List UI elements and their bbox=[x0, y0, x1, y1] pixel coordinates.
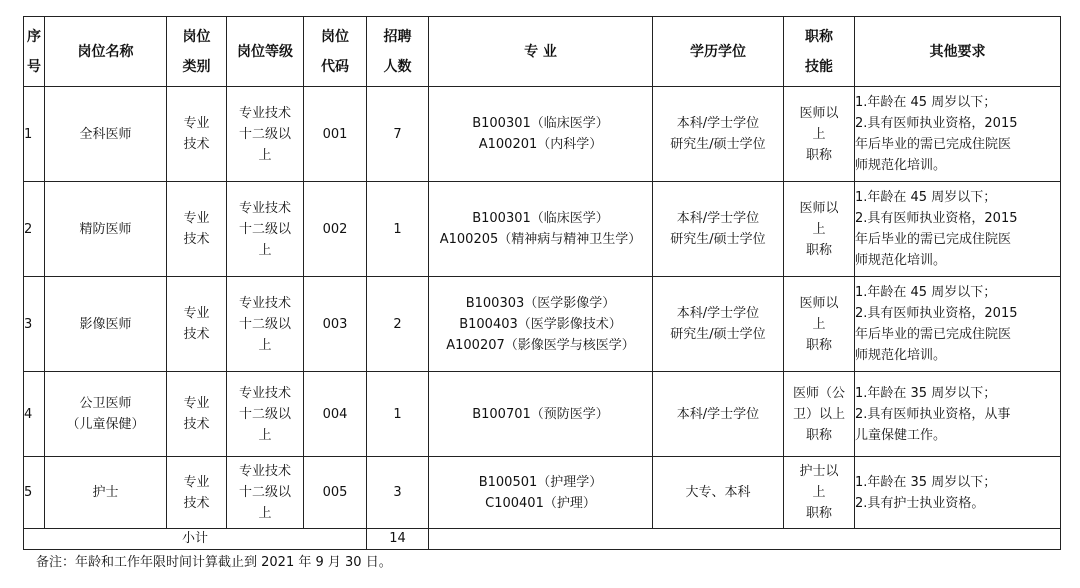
cell-level-line: 专业技术 bbox=[238, 105, 291, 121]
header-seq: 序 号 bbox=[24, 17, 45, 87]
cell-level-line: 专业技术 bbox=[238, 295, 291, 311]
cell-title bbox=[784, 457, 855, 529]
table-row bbox=[24, 277, 1061, 372]
cell-degree bbox=[653, 457, 784, 529]
cell-level bbox=[227, 372, 304, 457]
cell-degree-line: 本科/学士学位 bbox=[676, 406, 760, 422]
cell-category-line: 技术 bbox=[183, 327, 210, 342]
cell-category-line: 专业 bbox=[183, 116, 210, 131]
cell-title-line: 上 bbox=[812, 485, 826, 500]
cell-degree bbox=[653, 182, 784, 277]
cell-other-requirements bbox=[855, 277, 1061, 372]
cell-post-name bbox=[45, 372, 167, 457]
cell-level-line: 十二级以 bbox=[238, 221, 291, 237]
cell-other-requirements bbox=[855, 87, 1061, 182]
cell-post-name-line: 全科医师 bbox=[79, 126, 132, 142]
cell-other-requirements-line: 师规范化培训。 bbox=[855, 158, 947, 173]
cell-other-requirements-line: 年后毕业的需已完成住院医 bbox=[855, 232, 1012, 247]
header-post-name: 岗位名称 bbox=[45, 17, 167, 87]
cell-level bbox=[227, 457, 304, 529]
header-category: 岗位 类别 bbox=[167, 17, 227, 87]
cell-degree bbox=[653, 87, 784, 182]
cell-degree-line: 本科/学士学位 bbox=[676, 211, 760, 226]
cell-title-line: 职称 bbox=[805, 427, 832, 443]
cell-title-line: 职称 bbox=[805, 147, 832, 163]
cell-major bbox=[429, 182, 653, 277]
cell-other-requirements-line: 儿童保健工作。 bbox=[855, 427, 947, 443]
cell-title bbox=[784, 182, 855, 277]
cell-post-name-line: （儿童保健） bbox=[66, 417, 145, 432]
cell-category-line: 专业 bbox=[183, 306, 210, 321]
table-row bbox=[24, 87, 1061, 182]
cell-post-name bbox=[45, 87, 167, 182]
cell-title-line: 上 bbox=[812, 316, 826, 332]
cell-level bbox=[227, 182, 304, 277]
cell-category bbox=[167, 87, 227, 182]
cell-other-requirements-line: 2.具有医师执业资格，2015 bbox=[855, 306, 1018, 321]
header-row bbox=[24, 17, 1061, 87]
cell-major-line: B100403（医学影像技术） bbox=[459, 316, 622, 332]
cell-other-requirements-line: 年后毕业的需已完成住院医 bbox=[855, 327, 1012, 342]
cell-count: 3 bbox=[367, 457, 429, 529]
cell-major-line: B100301（临床医学） bbox=[472, 211, 609, 226]
cell-major-line: B100701（预防医学） bbox=[472, 406, 609, 422]
cell-title-line: 职称 bbox=[805, 506, 832, 521]
cell-other-requirements-line: 师规范化培训。 bbox=[855, 348, 947, 363]
cell-degree-line: 本科/学士学位 bbox=[676, 116, 760, 131]
cell-other-requirements-line: 1.年龄在 45 周岁以下； bbox=[855, 190, 997, 205]
cell-seq: 3 bbox=[24, 277, 45, 372]
cell-major bbox=[429, 87, 653, 182]
cell-title-line: 医师以 bbox=[799, 105, 839, 121]
cell-category-line: 技术 bbox=[183, 495, 210, 511]
cell-level-line: 上 bbox=[258, 337, 272, 353]
cell-post-name-line: 精防医师 bbox=[79, 221, 132, 237]
table-body bbox=[24, 87, 1061, 529]
cell-other-requirements-line: 1.年龄在 45 周岁以下； bbox=[855, 95, 997, 110]
cell-post-name-line: 影像医师 bbox=[79, 316, 132, 332]
cell-category-line: 技术 bbox=[183, 232, 210, 247]
cell-title-line: 医师以 bbox=[799, 200, 839, 216]
cell-category bbox=[167, 457, 227, 529]
cell-degree bbox=[653, 277, 784, 372]
cell-title-line: 上 bbox=[812, 221, 826, 237]
cell-title bbox=[784, 277, 855, 372]
cell-major-line: A100205（精神病与精神卫生学） bbox=[439, 232, 642, 247]
cell-category-line: 专业 bbox=[183, 211, 210, 226]
cell-title-line: 上 bbox=[812, 126, 826, 142]
cell-category-line: 技术 bbox=[183, 417, 210, 432]
cell-other-requirements bbox=[855, 457, 1061, 529]
cell-other-requirements-line: 2.具有医师执业资格，从事 bbox=[855, 406, 1011, 422]
cell-major-line: B100303（医学影像学） bbox=[465, 295, 616, 311]
cell-post-name-line: 护士 bbox=[92, 485, 119, 500]
cell-seq: 4 bbox=[24, 372, 45, 457]
cell-major bbox=[429, 457, 653, 529]
table-row bbox=[24, 457, 1061, 529]
cell-post-name bbox=[45, 277, 167, 372]
header-level: 岗位等级 bbox=[227, 17, 304, 87]
cell-major bbox=[429, 277, 653, 372]
cell-level bbox=[227, 277, 304, 372]
cell-title-line: 职称 bbox=[805, 337, 832, 353]
cell-title bbox=[784, 372, 855, 457]
cell-other-requirements-line: 年后毕业的需已完成住院医 bbox=[855, 137, 1012, 152]
cell-title-line: 护士以 bbox=[799, 464, 839, 479]
cell-title-line: 卫）以上 bbox=[792, 406, 845, 422]
cell-other-requirements-line: 1.年龄在 35 周岁以下； bbox=[855, 474, 997, 490]
subtotal-row bbox=[24, 529, 1061, 550]
cell-other-requirements-line: 2.具有医师执业资格，2015 bbox=[855, 116, 1018, 131]
header-other: 其他要求 bbox=[855, 17, 1061, 87]
cell-degree bbox=[653, 372, 784, 457]
cell-title bbox=[784, 87, 855, 182]
header-title: 职称 技能 bbox=[784, 17, 855, 87]
cell-major-line: C100401（护理） bbox=[485, 495, 596, 511]
cell-major-line: A100201（内科学） bbox=[478, 137, 603, 152]
cell-category bbox=[167, 182, 227, 277]
cell-post-name-line: 公卫医师 bbox=[79, 396, 132, 411]
cell-other-requirements bbox=[855, 372, 1061, 457]
cell-level-line: 十二级以 bbox=[238, 485, 291, 500]
cell-level-line: 专业技术 bbox=[238, 200, 291, 216]
cell-other-requirements bbox=[855, 182, 1061, 277]
cell-category-line: 专业 bbox=[183, 474, 210, 490]
cell-post-name bbox=[45, 182, 167, 277]
cell-code: 001 bbox=[304, 87, 367, 182]
cell-seq: 5 bbox=[24, 457, 45, 529]
cell-other-requirements-line: 1.年龄在 45 周岁以下； bbox=[855, 285, 997, 300]
recruitment-table bbox=[23, 16, 1061, 550]
cell-title-line: 医师以 bbox=[799, 295, 839, 311]
cell-level-line: 十二级以 bbox=[238, 126, 291, 142]
subtotal-blank bbox=[429, 529, 1061, 550]
cell-level-line: 专业技术 bbox=[238, 385, 291, 401]
cell-code: 003 bbox=[304, 277, 367, 372]
footnote: 备注：年龄和工作年限时间计算截止到 2021 年 9 月 30 日。 bbox=[36, 555, 392, 570]
cell-level-line: 上 bbox=[258, 147, 272, 163]
cell-level-line: 上 bbox=[258, 427, 272, 443]
cell-degree-line: 研究生/硕士学位 bbox=[670, 137, 766, 152]
cell-other-requirements-line: 2.具有医师执业资格，2015 bbox=[855, 211, 1018, 226]
cell-level-line: 十二级以 bbox=[238, 316, 291, 332]
cell-code: 005 bbox=[304, 457, 367, 529]
cell-code: 004 bbox=[304, 372, 367, 457]
cell-count: 1 bbox=[367, 182, 429, 277]
cell-category bbox=[167, 372, 227, 457]
cell-major-line: A100207（影像医学与核医学） bbox=[446, 337, 635, 353]
cell-degree-line: 研究生/硕士学位 bbox=[670, 232, 766, 247]
cell-post-name bbox=[45, 457, 167, 529]
cell-seq: 1 bbox=[24, 87, 45, 182]
cell-category bbox=[167, 277, 227, 372]
cell-count: 7 bbox=[367, 87, 429, 182]
cell-level-line: 上 bbox=[258, 506, 272, 521]
header-degree: 学历学位 bbox=[653, 17, 784, 87]
table-row bbox=[24, 182, 1061, 277]
cell-title-line: 医师（公 bbox=[792, 385, 845, 401]
cell-level-line: 上 bbox=[258, 242, 272, 258]
cell-major bbox=[429, 372, 653, 457]
cell-major-line: B100501（护理学） bbox=[478, 474, 603, 490]
subtotal-value: 14 bbox=[367, 529, 429, 550]
table-row bbox=[24, 372, 1061, 457]
cell-other-requirements-line: 2.具有护士执业资格。 bbox=[855, 495, 985, 511]
cell-level bbox=[227, 87, 304, 182]
cell-major-line: B100301（临床医学） bbox=[472, 116, 609, 131]
cell-degree-line: 研究生/硕士学位 bbox=[670, 327, 766, 342]
cell-count: 2 bbox=[367, 277, 429, 372]
header-count: 招聘 人数 bbox=[367, 17, 429, 87]
cell-level-line: 专业技术 bbox=[238, 464, 291, 479]
cell-other-requirements-line: 师规范化培训。 bbox=[855, 253, 947, 268]
cell-code: 002 bbox=[304, 182, 367, 277]
header-code: 岗位 代码 bbox=[304, 17, 367, 87]
header-major: 专 业 bbox=[429, 17, 653, 87]
cell-category-line: 技术 bbox=[183, 137, 210, 152]
cell-category-line: 专业 bbox=[183, 396, 210, 411]
cell-other-requirements-line: 1.年龄在 35 周岁以下； bbox=[855, 385, 997, 401]
cell-degree-line: 本科/学士学位 bbox=[676, 306, 760, 321]
subtotal-label: 小计 bbox=[24, 529, 367, 550]
cell-count: 1 bbox=[367, 372, 429, 457]
cell-title-line: 职称 bbox=[805, 242, 832, 258]
cell-seq: 2 bbox=[24, 182, 45, 277]
cell-level-line: 十二级以 bbox=[238, 406, 291, 422]
cell-degree-line: 大专、本科 bbox=[685, 485, 751, 500]
